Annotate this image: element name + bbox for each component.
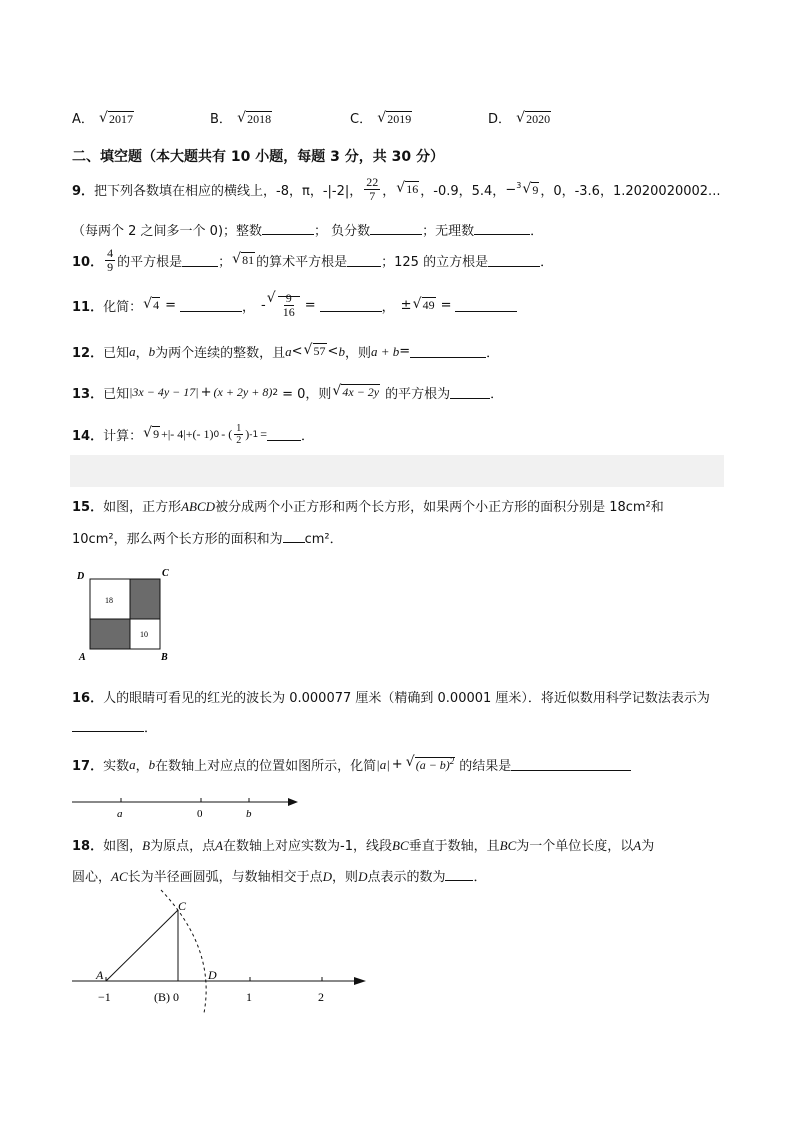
q18-l1c: 在数轴上对应实数为-1，线段 xyxy=(223,839,392,854)
question-9-line2 xyxy=(72,220,543,239)
option-d-label: D． xyxy=(488,112,512,127)
q13-sq: 2 xyxy=(272,387,279,398)
q18-label-c: C xyxy=(178,899,187,913)
q16-line1: 人的眼睛可看见的红光的波长为 0.000077 厘米（精确到 0.00001 厘米）．将近似数用科学记数法表示为 xyxy=(103,691,710,706)
q9-frac-den: 7 xyxy=(369,189,376,203)
q14-p3: - ( xyxy=(221,427,233,441)
q17-a: a xyxy=(129,756,136,772)
q16-blank[interactable] xyxy=(72,719,144,732)
option-d-sqrt xyxy=(516,112,551,127)
q17-axis-a: a xyxy=(117,808,123,820)
q15-number: 15． xyxy=(72,500,104,515)
q12-b2: b xyxy=(338,343,345,359)
q18-l1e: 为一个单位长度，以 xyxy=(516,839,634,854)
q15-line1-a: 如图，正方形 xyxy=(103,500,182,515)
q9-blank-integer[interactable] xyxy=(262,222,314,235)
q13-blank[interactable] xyxy=(450,386,490,399)
q18-l2e: ． xyxy=(473,870,487,885)
q18-label-d: D xyxy=(208,968,217,982)
q9-fraction xyxy=(364,176,380,203)
question-15-line2 xyxy=(72,528,343,547)
q13-sqrt-expr: 4x − 2y xyxy=(342,385,380,399)
option-c-label: C． xyxy=(350,112,373,127)
q12-t2: ， xyxy=(135,346,149,361)
q15-line1-b: 被分成两个小正方形和两个长方形，如果两个小正方形的面积分别是 18cm²和 xyxy=(215,500,664,515)
q18-ac: AC xyxy=(111,869,128,884)
q11-sqrt49-val: 49 xyxy=(422,298,435,312)
q13-sqrt xyxy=(332,385,380,400)
q18-bc1: BC xyxy=(392,838,409,853)
q9-number: 9． xyxy=(72,184,95,199)
gray-band xyxy=(70,455,724,487)
q13-t3: ． xyxy=(490,387,504,402)
q12-sqrt-val: 57 xyxy=(313,344,326,358)
q11-sqrt4-val: 4 xyxy=(153,298,160,312)
q18-a2: A xyxy=(633,838,642,853)
q14-abs4: |- 4| xyxy=(167,427,186,441)
q15-blank[interactable] xyxy=(283,530,305,543)
q11-frac-num: √ 9 xyxy=(285,291,292,305)
question-9-line1: 9． 把下列各数填在相应的横线上，-8，π，-|-2|， $\frac{22}{7}$ ， √ 16 ，-0.9，5.4， −$^3$√ 9 ，0，-3.6，1.2020020002... xyxy=(72,176,720,203)
q9-intro: 把下列各数填在相应的横线上，-8，π，-|-2|， xyxy=(94,184,363,199)
q15-vertex-d: D xyxy=(77,571,85,582)
q10-t2: ； xyxy=(218,255,232,270)
q13-paren-expr: (x + 2y + 8) xyxy=(213,385,273,399)
q12-b: b xyxy=(148,343,156,359)
q10-frac-num: 4 xyxy=(107,246,114,260)
q18-b1: B xyxy=(142,838,151,853)
q9-tail: ，0，-3.6，1.2020020002... xyxy=(540,184,721,199)
q18-a1: A xyxy=(215,838,224,853)
q18-l1f: 为 xyxy=(641,839,655,854)
q10-fraction xyxy=(105,247,115,274)
q9-sqrt16 xyxy=(396,182,419,197)
q12-t4: ，则 xyxy=(344,346,371,361)
q14-frac-num: 1 xyxy=(236,423,242,434)
q14-exp-neg1: -1 xyxy=(249,429,259,440)
q14-p5: = xyxy=(260,427,267,441)
q13-t1: 已知 xyxy=(103,387,130,402)
q18-d2: D xyxy=(358,869,368,884)
q11-blank-2[interactable] xyxy=(320,299,382,312)
q18-tick-1: 1 xyxy=(246,990,252,1004)
q11-t1: 化简： xyxy=(103,300,143,315)
option-b-sqrt xyxy=(237,112,272,127)
q12-t6: ． xyxy=(486,346,500,361)
q10-frac-den: 9 xyxy=(107,260,114,274)
q9-mid: ，-0.9，5.4， xyxy=(420,184,506,199)
q9-cbrt: −$^3$√ 9 xyxy=(505,181,540,197)
option-b-label: B． xyxy=(210,112,232,127)
q18-arrow-icon xyxy=(354,977,366,985)
q12-a2: a xyxy=(285,343,292,359)
q15-label-18: 18 xyxy=(105,596,113,605)
q18-l1b: 为原点，点 xyxy=(150,839,216,854)
q18-label-a: A xyxy=(96,968,104,982)
question-12 xyxy=(72,342,499,361)
q11-blank-3[interactable] xyxy=(455,299,517,312)
q18-tick-2: 2 xyxy=(318,990,324,1004)
q11-eq-1: = xyxy=(165,298,177,313)
q9-frac-num: 22 xyxy=(366,175,379,189)
q18-l2d: 点表示的数为 xyxy=(367,870,446,885)
question-17 xyxy=(72,755,631,774)
q11-sqrt49 xyxy=(413,298,436,313)
q12-a: a xyxy=(129,343,136,359)
q18-l1a: 如图， xyxy=(103,839,143,854)
option-c xyxy=(350,108,413,127)
q12-expr: a + b xyxy=(370,343,400,359)
q17-sqrt xyxy=(406,756,456,773)
question-10 xyxy=(72,247,553,274)
q18-figure xyxy=(66,888,376,1018)
q14-p2: +(- 1) xyxy=(185,427,214,441)
q13-t2: 的平方根为 xyxy=(385,387,451,402)
option-b xyxy=(210,108,273,127)
q11-sqrt-frac xyxy=(267,292,300,319)
q17-sqrt-expr: (a − b) xyxy=(415,758,450,772)
q10-t4: ；125 的立方根是 xyxy=(381,255,489,270)
q11-comma-2: ， xyxy=(381,300,395,315)
q14-exp0: 0 xyxy=(213,429,220,440)
q17-t2: ， xyxy=(135,759,149,774)
q15-rect-bottom xyxy=(90,619,130,649)
option-a xyxy=(72,108,135,127)
option-a-sqrt xyxy=(99,112,134,127)
q18-l2a: 圆心， xyxy=(72,870,112,885)
q12-t1: 已知 xyxy=(103,346,130,361)
q11-neg: - xyxy=(261,298,266,313)
option-c-sqrt xyxy=(377,112,412,127)
q15-line2-a: 10cm²，那么两个长方形的面积和为 xyxy=(72,532,283,547)
q14-fraction xyxy=(234,423,243,446)
q14-frac-den: 2 xyxy=(236,435,242,446)
q18-segment-ac xyxy=(106,910,178,981)
q14-p1: + xyxy=(161,427,168,441)
q10-t1: 的平方根是 xyxy=(117,255,183,270)
q14-sqrt9-val: 9 xyxy=(153,427,160,441)
q18-d1: D xyxy=(322,869,333,884)
q15-vertex-b: B xyxy=(161,652,168,663)
q9-line2-a: （每两个 2 之间多一个 0)；整数 xyxy=(72,224,263,239)
q9-line2-d: ． xyxy=(530,224,544,239)
option-a-label: A． xyxy=(72,112,94,127)
q9-blank-irrational[interactable] xyxy=(474,222,530,235)
q17-t3: 在数轴上对应点的位置如图所示，化简 xyxy=(155,759,377,774)
q10-t5: ． xyxy=(540,255,554,270)
q9-blank-negfraction[interactable] xyxy=(370,222,422,235)
option-c-value: 2019 xyxy=(387,112,412,126)
question-16-line1 xyxy=(72,687,710,706)
q14-t2: ． xyxy=(300,429,314,444)
q18-tick-b0: (B) 0 xyxy=(154,990,179,1004)
q10-blank-2[interactable] xyxy=(347,254,381,267)
q17-arrow-icon xyxy=(288,798,298,806)
q17-number-line xyxy=(70,790,310,820)
q18-number: 18． xyxy=(72,839,104,854)
q10-sqrt xyxy=(232,253,255,268)
q13-plus: + xyxy=(200,385,212,400)
q18-l1d: 垂直于数轴，且 xyxy=(408,839,500,854)
q13-number: 13． xyxy=(72,387,104,402)
q15-line2-b: cm²． xyxy=(304,532,343,547)
section-title: 二、填空题（本大题共有 10 小题，每题 3 分，共 30 分） xyxy=(72,149,444,165)
q18-tick-m1: −1 xyxy=(98,990,111,1004)
q11-blank-1[interactable] xyxy=(180,299,242,312)
option-a-value: 2017 xyxy=(109,112,134,126)
q15-vertex-a: A xyxy=(79,652,86,663)
q15-abcd: ABCD xyxy=(181,499,216,514)
q15-square-figure xyxy=(70,566,180,666)
q12-lt1: < xyxy=(291,344,303,359)
q11-sqrt4 xyxy=(143,298,160,313)
q11-pm: ± xyxy=(400,298,412,313)
q18-bc2: BC xyxy=(499,838,517,853)
q10-blank-3[interactable] xyxy=(488,254,540,267)
q16-number: 16． xyxy=(72,691,104,706)
q17-t1: 实数 xyxy=(103,759,130,774)
question-16-line2 xyxy=(72,717,157,736)
q14-p4: ) xyxy=(245,427,250,441)
q17-t4: 的结果是 xyxy=(459,759,512,774)
q14-t1: 计算： xyxy=(103,429,143,444)
question-18-line2 xyxy=(72,866,486,885)
question-13: 13． 已知 |3x − 4y − 17| + (x + 2y + 8) 2 = 0，则 √ 4x − 2y 的平方根为 ． xyxy=(72,383,503,402)
q18-blank[interactable] xyxy=(445,868,473,881)
q9-line2-c: ；无理数 xyxy=(422,224,475,239)
q13-eq0: = 0，则 xyxy=(282,387,332,402)
question-15-line1 xyxy=(72,496,664,515)
q14-blank[interactable] xyxy=(267,428,301,441)
q9-cbrt-val: 9 xyxy=(532,182,539,197)
q17-blank[interactable] xyxy=(511,758,631,771)
q18-l2c: ，则 xyxy=(332,870,359,885)
q10-blank-1[interactable] xyxy=(182,254,218,267)
q13-abs-expr: 3x − 4y − 17 xyxy=(132,385,196,399)
q15-vertex-c: C xyxy=(162,568,169,579)
q16-line2-end: ． xyxy=(144,721,158,736)
q11-frac-den: 16 xyxy=(282,305,295,319)
q17-axis-b: b xyxy=(246,808,252,820)
q17-number: 17． xyxy=(72,759,104,774)
option-d xyxy=(488,108,552,127)
question-18-line1 xyxy=(72,835,654,854)
q14-sqrt9 xyxy=(143,427,160,442)
q17-plus: + xyxy=(391,757,403,772)
q15-label-10: 10 xyxy=(140,630,148,639)
q9-sqrt16-val: 16 xyxy=(406,182,419,196)
option-d-value: 2020 xyxy=(526,112,551,126)
q18-l2b: 长为半径画圆弧，与数轴相交于点 xyxy=(127,870,323,885)
q12-lt2: < xyxy=(327,344,339,359)
q17-sq: 2 xyxy=(449,756,455,766)
q12-sqrt xyxy=(304,344,327,359)
q11-number: 11． xyxy=(72,300,104,315)
q15-rect-top xyxy=(130,579,160,619)
question-14 xyxy=(72,423,314,446)
q12-blank[interactable] xyxy=(410,345,486,358)
q9-line2-b: ； 负分数 xyxy=(314,224,371,239)
q12-t3: 为两个连续的整数，且 xyxy=(155,346,286,361)
option-b-value: 2018 xyxy=(247,112,272,126)
q17-abs-a: |a| xyxy=(376,756,390,772)
q10-t3: 的算术平方根是 xyxy=(256,255,348,270)
q10-number: 10． xyxy=(72,255,104,270)
q14-number: 14． xyxy=(72,429,104,444)
question-11: 11． 化简： √ 4 = ， - √ $\frac{9}{16}$ = ， ± √ 49 = xyxy=(72,292,517,319)
q12-number: 12． xyxy=(72,346,104,361)
q12-t5: = xyxy=(399,344,411,359)
q17-b: b xyxy=(148,756,156,772)
q10-sqrt-val: 81 xyxy=(242,253,255,267)
q11-comma-1: ， xyxy=(242,300,256,315)
q17-axis-zero: 0 xyxy=(197,808,203,820)
